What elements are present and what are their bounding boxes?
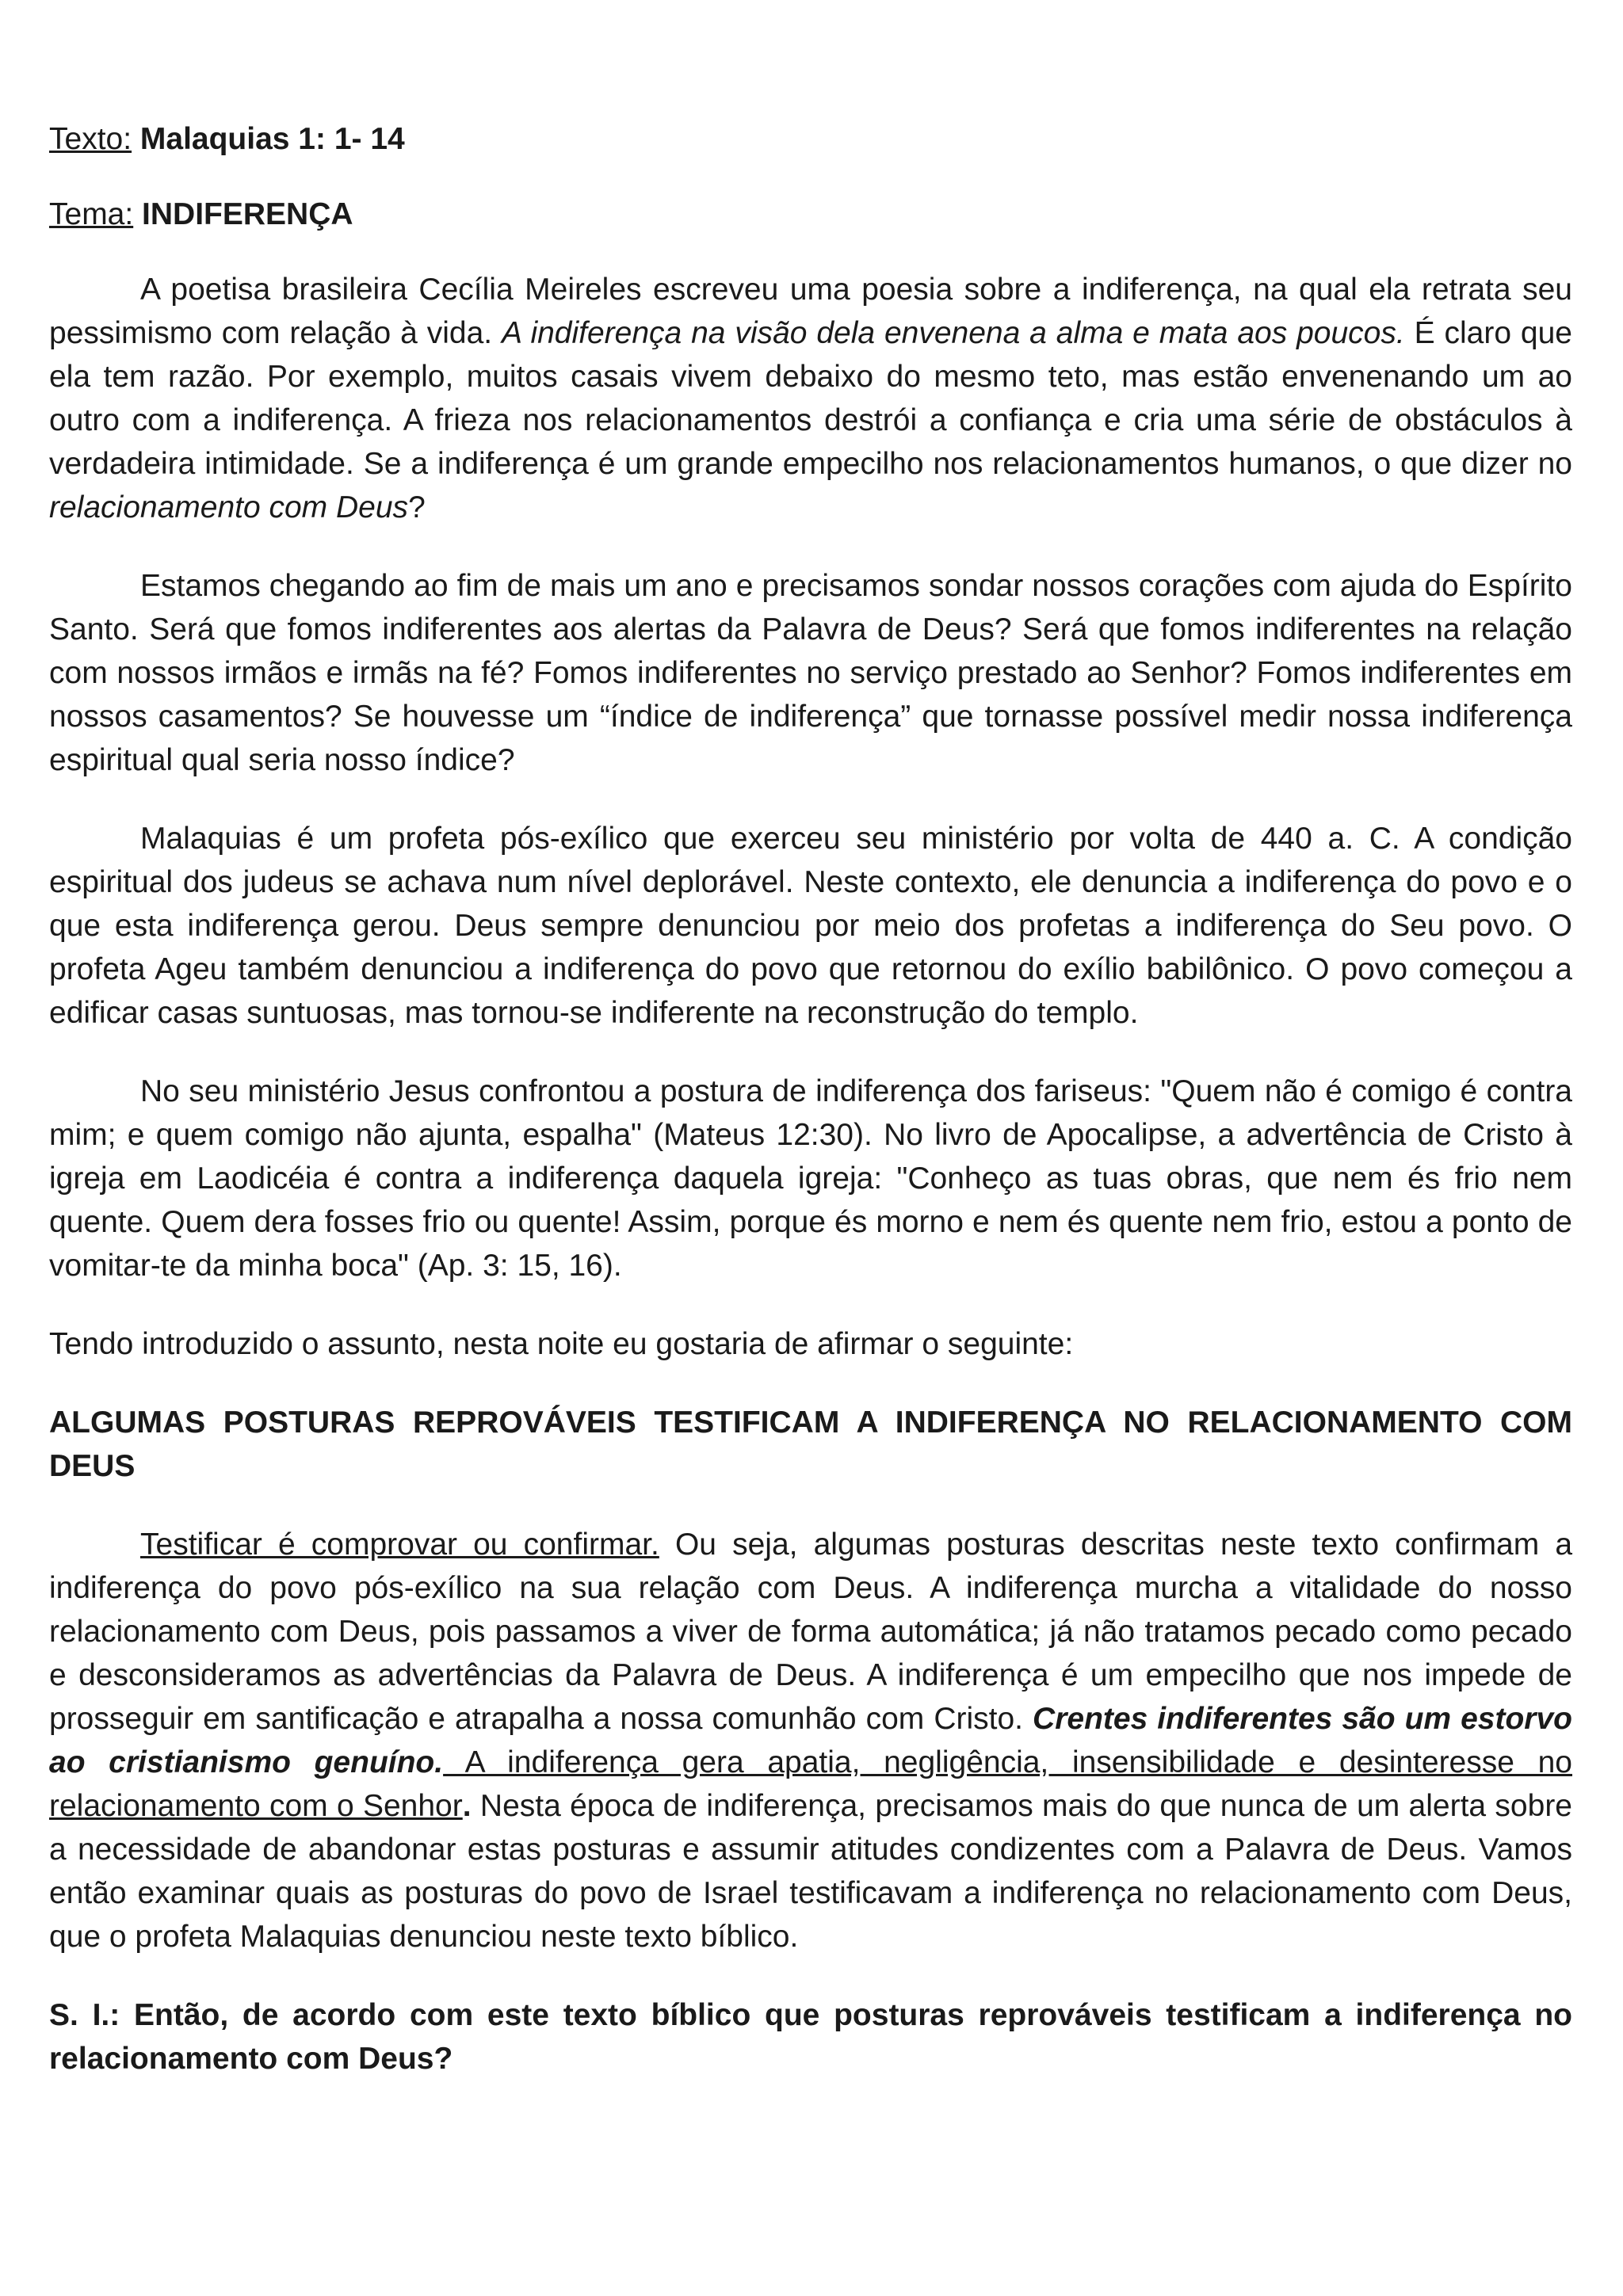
tema-line (49, 193, 1572, 236)
p6-text-b: Ou seja, algumas posturas descritas neste texto confirmam a indiferença do povo pós-exílico na sua relação com Deus. A indiferença murcha a vitalidade do nosso relacionamento com Deus, pois passamos a viver de forma automática; já não tratamos pecado como pecado e desconsideramos as advertências da Palavra de Deus. A indiferença é um empecilho que nos impede de prosseguir em santificação e atrapalha a nossa comunhão com Cristo. (49, 1527, 1573, 1736)
tema-label: Tema: (49, 197, 134, 231)
section-heading: ALGUMAS POSTURAS REPROVÁVEIS TESTIFICAM A INDIFERENÇA NO RELACIONAMENTO COM DEUS (49, 1405, 1572, 1483)
p1-italic-relationship: relacionamento com Deus (49, 490, 409, 524)
paragraph-testificar (49, 1523, 1572, 1958)
p6-underline-definition: Testificar é comprovar ou confirmar. (140, 1527, 659, 1562)
p1-text-e: ? (408, 490, 426, 524)
p1-text-a: A poetisa brasileira Cecília Meireles escreveu uma poesia sobre a indiferença, na qual ela retrata seu pessimismo com relação à vida. (49, 273, 1572, 350)
p1-italic-quote: A indiferença na visão dela envenena a alma e mata aos poucos. (501, 316, 1405, 350)
paragraph-malaquias: Malaquias é um profeta pós-exílico que exerceu seu ministério por volta de 440 a. C. A condição espiritual dos judeus se achava num nível deplorável. Neste contexto, ele denuncia a indiferença do povo e o que esta indiferença gerou. Deus sempre denunciou por meio dos profetas a indiferença do Seu povo. O profeta Ageu também denunciou a indiferença do povo que retornou do exílio babilônico. O povo começou a edificar casas suntuosas, mas tornou-se indiferente na reconstrução do templo. (49, 822, 1572, 1030)
document-page (49, 117, 1572, 2115)
p6-underline-effects: A indiferença gera apatia, negligência, insensibilidade e desinteresse no relacionamento com o Senhor (49, 1745, 1572, 1823)
paragraph-intro (49, 268, 1572, 529)
transition-question-heading: S. I.: Então, de acordo com este texto bíblico que posturas reprováveis testificam a indiferença no relacionamento com Deus? (49, 1998, 1572, 2076)
paragraph-end-of-year: Estamos chegando ao fim de mais um ano e precisamos sondar nossos corações com ajuda do Espírito Santo. Será que fomos indiferentes aos alertas da Palavra de Deus? Será que fomos indiferentes na relação com nossos irmãos e irmãs na fé? Fomos indiferentes no serviço prestado ao Senhor? Fomos indiferentes em nossos casamentos? Se houvesse um “índice de indiferença” que tornasse possível medir nossa indiferença espiritual qual seria nosso índice? (49, 569, 1572, 777)
texto-value: Malaquias 1: 1- 14 (139, 122, 405, 156)
paragraph-jesus: No seu ministério Jesus confrontou a postura de indiferença dos fariseus: "Quem não é comigo é contra mim; e quem comigo não ajunta, espalha" (Mateus 12:30). No livro de Apocalipse, a advertência de Cristo à igreja em Laodicéia é contra a indiferença daquela igreja: "Conheço as tuas obras, que nem és frio nem quente. Quem dera fosses frio ou quente! Assim, porque és morno e nem és quente nem frio, estou a ponto de vomitar-te da minha boca" (Ap. 3: 15, 16). (49, 1074, 1572, 1283)
p1-text-c: É claro que ela tem razão. Por exemplo, muitos casais vivem debaixo do mesmo teto, mas estão envenenando um ao outro com a indiferença. A frieza nos relacionamentos destrói a confiança e cria uma série de obstáculos à verdadeira intimidade. Se a indiferença é um grande empecilho nos relacionamentos humanos, o que dizer no (49, 316, 1573, 481)
tema-value: INDIFERENÇA (142, 197, 353, 231)
texto-label: Texto: (49, 122, 132, 156)
p6-bold-italic-statement: Crentes indiferentes são um estorvo ao cristianismo genuíno. (49, 1702, 1572, 1779)
paragraph-transition: Tendo introduzido o assunto, nesta noite eu gostaria de afirmar o seguinte: (49, 1327, 1074, 1361)
texto-line (49, 117, 1572, 161)
p6-bold-period: . (462, 1789, 472, 1823)
p6-text-f: Nesta época de indiferença, precisamos mais do que nunca de um alerta sobre a necessidade de abandonar estas posturas e assumir atitudes condizentes com a Palavra de Deus. Vamos então examinar quais as posturas do povo de Israel testificavam a indiferença no relacionamento com Deus, que o profeta Malaquias denunciou neste texto bíblico. (49, 1789, 1572, 1954)
